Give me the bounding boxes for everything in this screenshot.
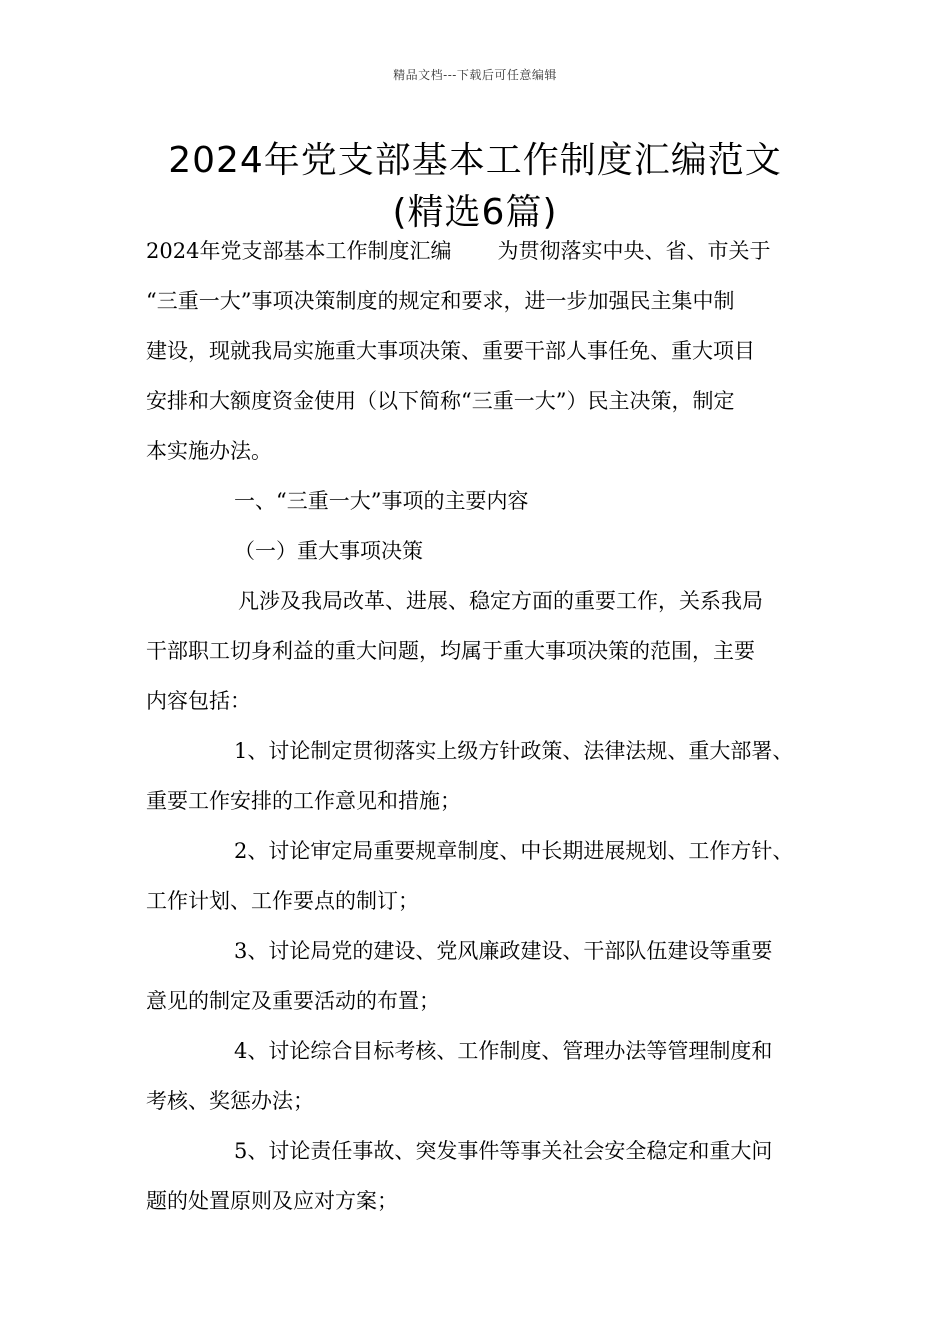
paragraph-line — [146, 1076, 818, 1126]
paragraph-line — [146, 476, 818, 526]
paragraph-line — [146, 276, 818, 326]
paragraph-line — [146, 726, 818, 776]
paragraph-line — [146, 976, 818, 1026]
paragraph-line — [146, 776, 818, 826]
line-text: 考核、奖惩办法； — [146, 1089, 314, 1113]
line-text: （一）重大事项决策 — [234, 539, 423, 563]
line-text: 建设，现就我局实施重大事项决策、重要干部人事任免、重大项目 — [146, 339, 755, 363]
line-text: 5、讨论责任事故、突发事件等事关社会安全稳定和重大问 — [234, 1139, 773, 1163]
document-title-line-2: (精选6篇) — [392, 192, 558, 233]
document-body — [146, 226, 818, 1226]
line-text: 意见的制定及重要活动的布置； — [146, 989, 440, 1013]
paragraph-line — [146, 426, 818, 476]
line-text: 1、讨论制定贯彻落实上级方针政策、法律法规、重大部署、 — [234, 739, 794, 763]
line-text: 4、讨论综合目标考核、工作制度、管理办法等管理制度和 — [234, 1039, 773, 1063]
line-text: 本实施办法。 — [146, 439, 272, 463]
paragraph-line — [146, 926, 818, 976]
paragraph-line — [146, 1026, 818, 1076]
paragraph-line — [146, 876, 818, 926]
line-text: 3、讨论局党的建设、党风廉政建设、干部队伍建设等重要 — [234, 939, 773, 963]
paragraph-line — [146, 376, 818, 426]
paragraph-line — [146, 526, 818, 576]
line-text: 安排和大额度资金使用（以下简称“三重一大”）民主决策，制定 — [146, 389, 735, 413]
header-note: 精品文档---下载后可任意编辑 — [393, 68, 557, 82]
line-text: 内容包括： — [146, 689, 251, 713]
line-text-tail: 为贯彻落实中央、省、市关于 — [497, 239, 771, 263]
line-text: “三重一大”事项决策制度的规定和要求，进一步加强民主集中制 — [146, 289, 735, 313]
document-title-line-1: 2024年党支部基本工作制度汇编范文 — [168, 140, 782, 181]
line-text: 题的处置原则及应对方案； — [146, 1189, 398, 1213]
line-text: 一、“三重一大”事项的主要内容 — [234, 489, 529, 513]
paragraph-line — [146, 826, 818, 876]
line-text: 工作计划、工作要点的制订； — [146, 889, 419, 913]
paragraph-line — [146, 576, 818, 626]
line-text: 重要工作安排的工作意见和措施； — [146, 789, 461, 813]
paragraph-line — [146, 676, 818, 726]
paragraph-line — [146, 326, 818, 376]
paragraph-line — [146, 626, 818, 676]
line-text: 凡涉及我局改革、进展、稳定方面的重要工作，关系我局 — [238, 589, 763, 613]
paragraph-line — [146, 1176, 818, 1226]
paragraph-line — [146, 226, 818, 276]
line-text: 2024年党支部基本工作制度汇编 — [146, 239, 452, 263]
line-text: 2、讨论审定局重要规章制度、中长期进展规划、工作方针、 — [234, 839, 794, 863]
paragraph-line — [146, 1126, 818, 1176]
line-text: 干部职工切身利益的重大问题，均属于重大事项决策的范围，主要 — [146, 639, 755, 663]
